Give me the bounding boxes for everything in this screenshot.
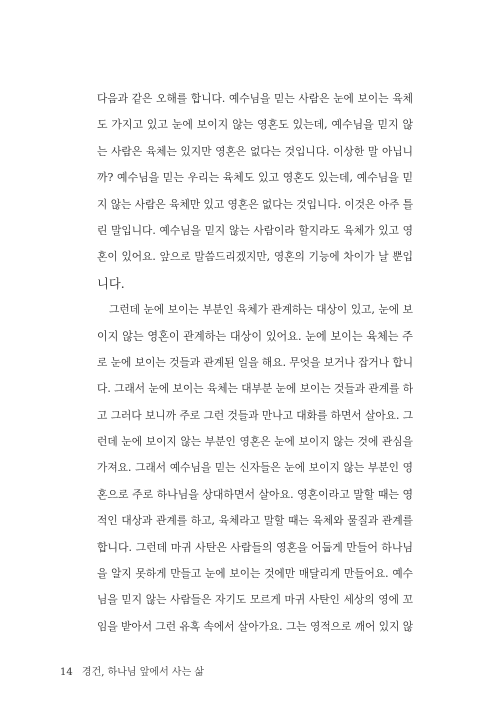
- text-line: 까? 예수님을 믿는 우리는 육체도 있고 영혼도 있는데, 예수님을 믿: [97, 171, 413, 185]
- paragraph: [97, 86, 413, 297]
- text-line: 합니다. 그런데 마귀 사탄은 사람들의 영혼을 어둡게 만들어 하나님: [97, 540, 413, 554]
- text-line: 을 알지 못하게 만들고 눈에 보이는 것에만 매달리게 만들어요. 예수: [97, 567, 413, 581]
- page-footer: [60, 663, 204, 678]
- text-line: 가져요. 그래서 예수님을 믿는 신자들은 눈에 보이지 않는 부분인 영: [97, 461, 413, 475]
- text-line: 혼으로 주로 하나님을 상대하면서 살아요. 영혼이라고 말할 때는 영: [97, 487, 413, 501]
- text-line: 님을 믿지 않는 사람들은 자기도 모르게 마귀 사탄인 세상의 영에 꼬: [97, 593, 413, 607]
- text-line: 그런데 눈에 보이는 부분인 육체가 관계하는 대상이 있고, 눈에 보: [109, 303, 413, 317]
- text-line: 적인 대상과 관계를 하고, 육체라고 말할 때는 육체와 물질과 관계를: [97, 514, 413, 528]
- page-number: 14: [60, 667, 73, 678]
- text-line: 니다.: [97, 276, 125, 291]
- text-line: 혼이 있어요. 앞으로 말씀드리겠지만, 영혼의 기능에 차이가 날 뿐입: [97, 250, 413, 264]
- text-line: 런데 눈에 보이지 않는 부분인 영혼은 눈에 보이지 않는 것에 관심을: [97, 435, 413, 449]
- text-line: 다. 그래서 눈에 보이는 육체는 대부분 눈에 보이는 것들과 관계를 하: [97, 382, 414, 396]
- text-line: 다음과 같은 오해를 합니다. 예수님을 믿는 사람은 눈에 보이는 육체: [97, 92, 413, 105]
- text-line: 로 눈에 보이는 것들과 관계된 일을 해요. 무엇을 보거나 잡거나 합니: [97, 355, 414, 369]
- text-line: 도 가지고 있고 눈에 보이지 않는 영혼도 있는데, 예수님을 믿지 않: [97, 118, 413, 132]
- text-line: 임을 받아서 그런 유혹 속에서 살아가요. 그는 영적으로 깨어 있지 않: [97, 619, 414, 633]
- body-text: [97, 86, 413, 640]
- paragraph: [97, 297, 413, 640]
- text-line: 린 말입니다. 예수님을 믿지 않는 사람이라 할지라도 육체가 있고 영: [97, 223, 413, 237]
- text-line: 지 않는 사람은 육체만 있고 영혼은 없다는 것입니다. 이것은 아주 틀: [97, 197, 414, 211]
- text-line: 는 사람은 육체는 있지만 영혼은 없다는 것입니다. 이상한 말 아닙니: [97, 144, 413, 158]
- text-line: 고 그러다 보니까 주로 그런 것들과 만나고 대화를 하면서 살아요. 그: [97, 408, 414, 422]
- text-line: 이지 않는 영혼이 관계하는 대상이 있어요. 눈에 보이는 육체는 주: [97, 329, 413, 343]
- running-title: 경건, 하나님 앞에서 사는 삶: [81, 667, 205, 678]
